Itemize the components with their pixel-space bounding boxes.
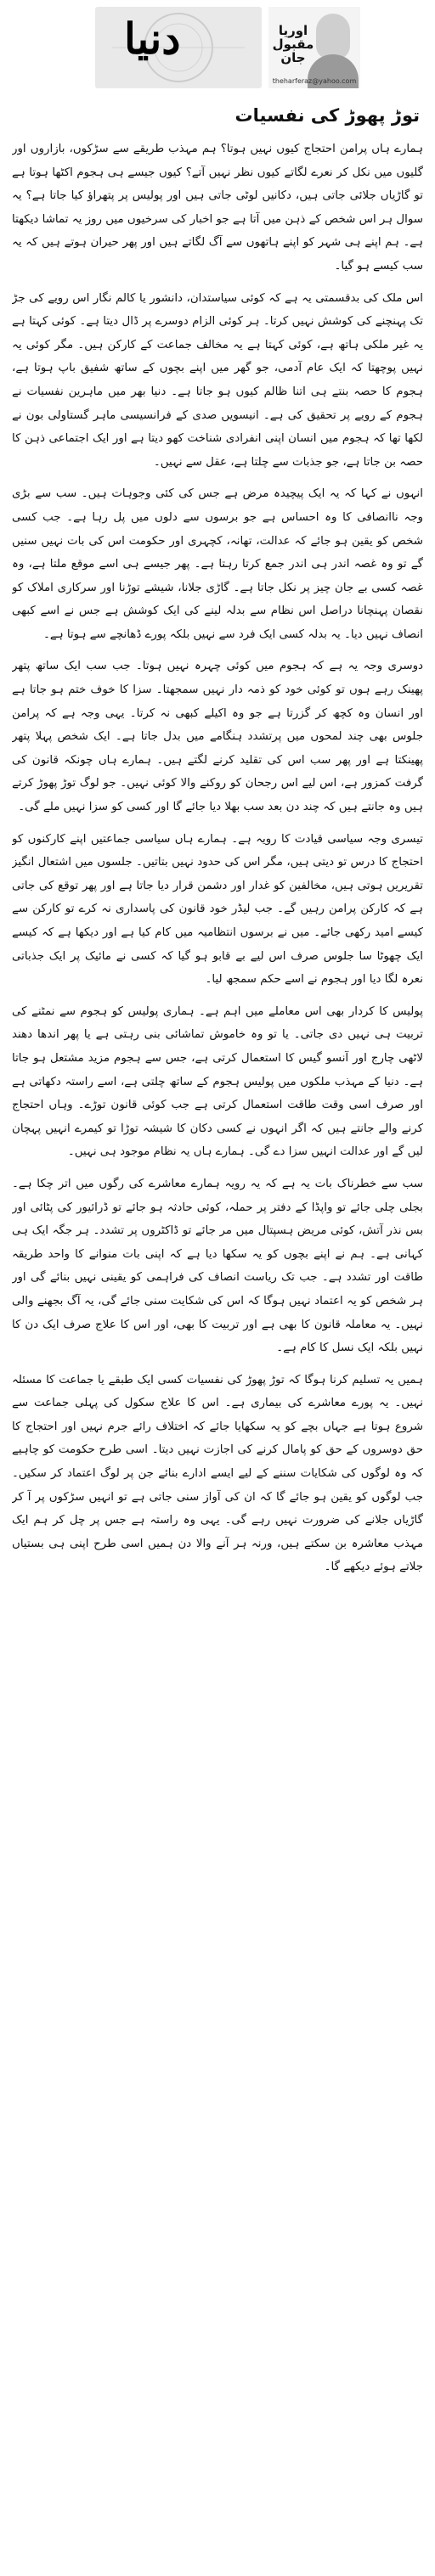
- paragraph: ہمارے ہاں پرامن احتجاج کیوں نہیں ہوتا؟ ہم مہذب طریقے سے سڑکوں، بازاروں اور گلیوں میں نکل کر نعرے لگاتے کیوں نظر نہیں آتے؟ کیوں جیسے ہی ہجوم اکٹھا ہوتا ہے تو گاڑیاں جلائی جاتی ہیں، دکانیں لوٹی جاتی ہیں اور پولیس پر پتھراؤ کیا جاتا ہے؟ یہ سوال ہر اس شخص کے ذہن میں آتا ہے جو اخبار کی سرخیوں میں روز یہ تماشا دیکھتا ہے۔ ہم اپنے ہی شہر کو اپنے ہاتھوں سے آگ لگاتے ہیں اور پھر حیران ہوتے ہیں کہ یہ سب کیسے ہو گیا۔: [12, 143, 423, 273]
- paragraph: انہوں نے کہا کہ یہ ایک پیچیدہ مرض ہے جس کی کئی وجوہات ہیں۔ سب سے بڑی وجہ ناانصافی کا وہ احساس ہے جو برسوں سے دلوں میں پل رہا ہے۔ جب کسی شخص کو یقین ہو جائے کہ عدالت، تھانہ، کچہری اور حکومت اس کی بات نہیں سنیں گے تو وہ غصہ اندر ہی اندر جمع کرتا رہتا ہے۔ پھر جیسے ہی اسے موقع ملتا ہے، وہ غصہ کسی بے جان چیز پر نکل جاتا ہے۔ گاڑی جلانا، شیشے توڑنا اور سرکاری املاک کو نقصان پہنچانا دراصل اس نظام سے بدلہ لینے کی ایک کوشش ہے جس نے اسے کبھی انصاف نہیں دیا۔ یہ بدلہ کسی ایک فرد سے نہیں بلکہ پورے ڈھانچے سے ہوتا ہے۔: [12, 487, 423, 641]
- masthead: [95, 7, 360, 88]
- newspaper-logo: [95, 7, 262, 88]
- paragraph: پولیس کا کردار بھی اس معاملے میں اہم ہے۔ ہماری پولیس کو ہجوم سے نمٹنے کی تربیت ہی نہیں دی جاتی۔ یا تو وہ خاموش تماشائی بنی رہتی ہے یا پھر اندھا دھند لاٹھی چارج اور آنسو گیس کا استعمال کرتی ہے، جس سے ہجوم مزید مشتعل ہو جاتا ہے۔ دنیا کے مہذب ملکوں میں پولیس ہجوم کے ساتھ چلتی ہے، اسے راستہ دکھاتی ہے اور صرف اسی وقت طاقت استعمال کرتی ہے جب کوئی قانون توڑے۔ وہاں احتجاج کرنے والے جانتے ہیں کہ اگر انہوں نے کسی دکان کا شیشہ توڑا تو کیمرے انہیں پہچان لیں گے اور عدالت انہیں سزا دے گی۔ ہمارے ہاں یہ نظام موجود ہی نہیں۔: [12, 1004, 423, 1159]
- paragraph: ہمیں یہ تسلیم کرنا ہوگا کہ توڑ پھوڑ کی نفسیات کسی ایک طبقے یا جماعت کا مسئلہ نہیں۔ یہ پورے معاشرے کی بیماری ہے۔ اس کا علاج سکول کی پہلی جماعت سے شروع ہوتا ہے جہاں بچے کو یہ سکھایا جائے کہ اختلاف رائے جرم نہیں اور احتجاج کا حق دوسروں کے حق کو پامال کرنے کی اجازت نہیں دیتا۔ اسی طرح حکومت کو چاہیے کہ وہ لوگوں کی شکایات سننے کے لیے ایسے ادارے بنائے جن پر لوگ اعتماد کر سکیں۔ جب لوگوں کو یقین ہو جائے گا کہ ان کی آواز سنی جاتی ہے تو انہیں سڑکوں پر آ کر گاڑیاں جلانے کی ضرورت نہیں رہے گی۔ یہی وہ راستہ ہے جس پر چل کر ہم ایک مہذب معاشرہ بن سکتے ہیں، ورنہ ہر آنے والا دن ہمیں اسی طرح اپنی ہی بستیاں جلاتے ہوئے دیکھے گا۔: [12, 1373, 423, 1574]
- paragraph: سب سے خطرناک بات یہ ہے کہ یہ رویہ ہمارے معاشرے کی رگوں میں اتر چکا ہے۔ بجلی چلی جائے تو واپڈا کے دفتر پر حملہ، کوئی حادثہ ہو جائے تو ڈرائیور کی پٹائی اور بس نذر آتش، کوئی مریض ہسپتال میں مر جائے تو ڈاکٹروں پر تشدد۔ ہر جگہ ایک ہی کہانی ہے۔ ہم نے اپنے بچوں کو یہ سکھا دیا ہے کہ اپنی بات منوانے کا واحد طریقہ طاقت اور تشدد ہے۔ جب تک ریاست انصاف کی فراہمی کو یقینی نہیں بنائے گی اور ہر شخص کو یہ اعتماد نہیں ہوگا کہ اس کی شکایت سنی جائے گی، یہ آگ بجھنے والی نہیں۔ یہ معاملہ قانون کا بھی ہے اور تربیت کا بھی، اور اس کا علاج صرف ایک دن کا نہیں بلکہ ایک نسل کا کام ہے۔: [12, 1177, 423, 1355]
- author-name: اوریا مقبول جان: [272, 23, 314, 65]
- author-email: theharferaz@yahoo.com: [272, 77, 357, 85]
- paragraph: تیسری وجہ سیاسی قیادت کا رویہ ہے۔ ہمارے ہاں سیاسی جماعتیں اپنے کارکنوں کو احتجاج کا درس تو دیتی ہیں، مگر اس کی حدود نہیں بتاتیں۔ جلسوں میں اشتعال انگیز تقریریں ہوتی ہیں، مخالفین کو غدار اور دشمن قرار دیا جاتا ہے اور پھر توقع کی جاتی ہے کہ کارکن پرامن رہیں گے۔ جب لیڈر خود قانون کی پاسداری نہ کرے تو کارکن سے کیسے امید رکھی جائے۔ میں نے برسوں انتظامیہ میں کام کیا ہے اور دیکھا ہے کہ کیسے ایک چھوٹا سا جلوس صرف اس لیے بے قابو ہو گیا کہ کسی نے مائیک پر ایک جذباتی نعرہ لگا دیا اور ہجوم نے اسے حکم سمجھ لیا۔: [12, 832, 423, 987]
- author-head-shape: [316, 14, 350, 59]
- logo-wordmark: دنیا: [124, 14, 181, 64]
- column-body: [12, 138, 423, 2569]
- paragraph: دوسری وجہ یہ ہے کہ ہجوم میں کوئی چہرہ نہیں ہوتا۔ جب سب ایک ساتھ پتھر پھینک رہے ہوں تو کوئی خود کو ذمہ دار نہیں سمجھتا۔ سزا کا خوف ختم ہو جاتا ہے اور انسان وہ کچھ کر گزرتا ہے جو وہ اکیلے کبھی نہ کرتا۔ یہی وجہ ہے کہ پرامن جلوس بھی چند لمحوں میں پرتشدد ہنگامے میں بدل جاتا ہے۔ ایک شخص پہلا پتھر پھینکتا ہے اور پھر سب اس کی تقلید کرنے لگتے ہیں۔ ہمارے ہاں چونکہ قانون کی گرفت کمزور ہے، اس لیے اس رجحان کو روکنے والا کوئی نہیں۔ جو لوگ توڑ پھوڑ کرتے ہیں وہ جانتے ہیں کہ چند دن بعد سب بھلا دیا جائے گا اور کسی کو سزا نہیں ملے گی۔: [12, 660, 423, 814]
- paragraph: اس ملک کی بدقسمتی یہ ہے کہ کوئی سیاستدان، دانشور یا کالم نگار اس رویے کی جڑ تک پہنچنے کی کوشش نہیں کرتا۔ ہر کوئی الزام دوسرے پر ڈال دیتا ہے۔ کوئی کہتا ہے یہ غیر ملکی ہاتھ ہے، کوئی کہتا ہے یہ مخالف جماعت کے کارکن ہیں۔ مگر کوئی یہ نہیں پوچھتا کہ ایک عام آدمی، جو گھر میں اپنے بچوں کے ساتھ شفیق باپ ہوتا ہے، ہجوم کا حصہ بنتے ہی اتنا ظالم کیوں ہو جاتا ہے۔ دنیا بھر میں ماہرین نفسیات نے ہجوم کے رویے پر تحقیق کی ہے۔ انیسویں صدی کے فرانسیسی ماہر گستاولی بون نے لکھا تھا کہ ہجوم میں انسان اپنی انفرادی شناخت کھو دیتا ہے اور ایک اجتماعی ذہن کا حصہ بن جاتا ہے، جو جذبات سے چلتا ہے، عقل سے نہیں۔: [12, 291, 423, 469]
- column-title: توڑ پھوڑ کی نفسیات: [234, 105, 420, 126]
- author-photo: [268, 7, 360, 88]
